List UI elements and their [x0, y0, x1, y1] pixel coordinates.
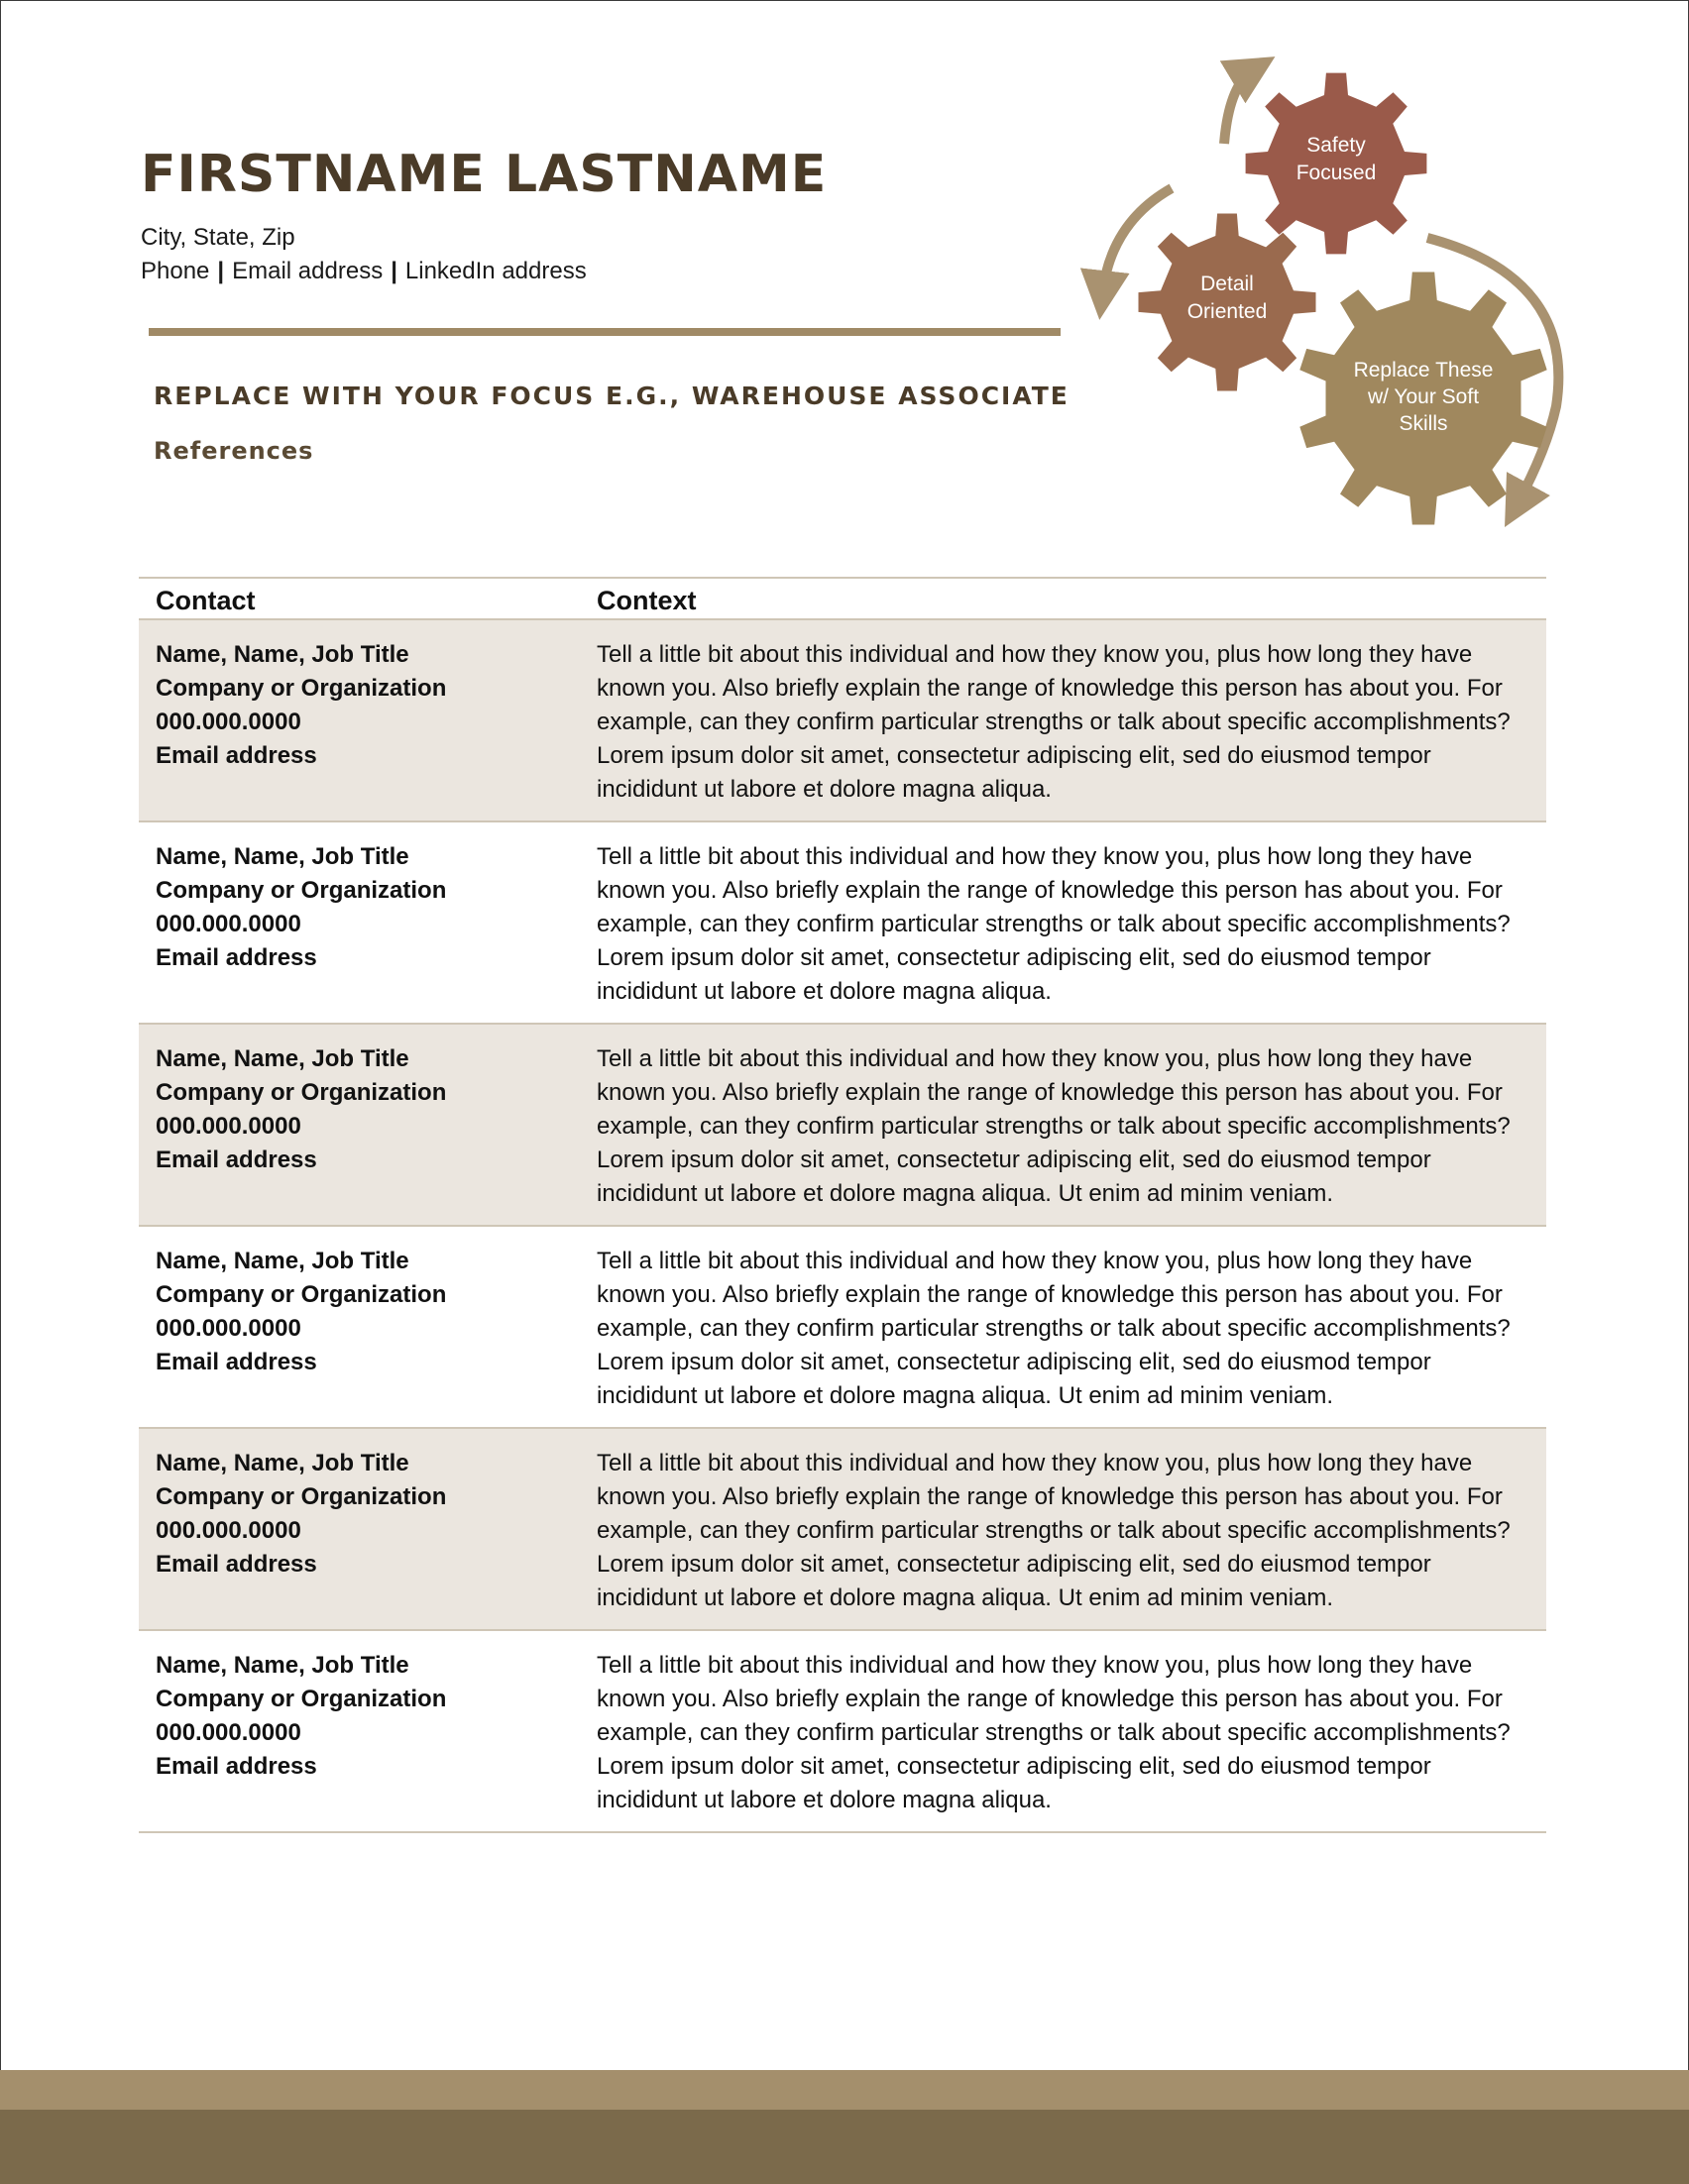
arrow-top-icon [1224, 69, 1254, 144]
email-label: Email address [232, 258, 384, 285]
reference-email: Email address [156, 944, 317, 971]
phone-label: Phone [141, 258, 210, 285]
reference-name: Name, Name, Job Title [156, 1045, 409, 1072]
contact-cell [139, 1245, 597, 1413]
table-row [139, 1227, 1546, 1429]
context-cell: Tell a little bit about this individual and how they know you, plus how long they have known you. Also briefly explain the range of knowledge this person has about you. For example, can they confirm particular strengths or talk about specific accomplishments? Lorem ipsum dolor sit amet, consectetur adipiscing elit, sed do eiusmod tempor incididunt ut labore et dolore magna aliqua. Ut enim ad minim veniam. [597, 1248, 1511, 1409]
reference-phone: 000.000.0000 [156, 911, 301, 937]
table-row [139, 822, 1546, 1025]
reference-name: Name, Name, Job Title [156, 1652, 409, 1679]
header-divider [149, 328, 1061, 336]
gear-top-label-line1: Safety [1306, 134, 1366, 157]
gear-bottom-label-line3: Skills [1399, 412, 1448, 435]
context-cell: Tell a little bit about this individual and how they know you, plus how long they have known you. Also briefly explain the range of knowledge this person has about you. For example, can they confirm particular strengths or talk about specific accomplishments? Lorem ipsum dolor sit amet, consectetur adipiscing elit, sed do eiusmod tempor incididunt ut labore et dolore magna aliqua. Ut enim ad minim veniam. [597, 1045, 1511, 1207]
column-header-context: Context [597, 586, 697, 615]
context-cell: Tell a little bit about this individual and how they know you, plus how long they have known you. Also briefly explain the range of knowledge this person has about you. For example, can they confirm particular strengths or talk about specific accomplishments? Lorem ipsum dolor sit amet, consectetur adipiscing elit, sed do eiusmod tempor incididunt ut labore et dolore magna aliqua. [597, 641, 1511, 803]
reference-email: Email address [156, 1147, 317, 1173]
table-row [139, 1631, 1546, 1833]
references-table [139, 577, 1546, 1833]
contact-cell [139, 1042, 597, 1211]
table-row [139, 620, 1546, 822]
resume-header [141, 147, 1063, 288]
gear-bottom-label-line1: Replace These [1353, 359, 1494, 382]
reference-company: Company or Organization [156, 877, 447, 904]
contact-cell [139, 1447, 597, 1615]
gear-bottom-label-line2: w/ Your Soft [1367, 385, 1480, 408]
context-cell: Tell a little bit about this individual and how they know you, plus how long they have known you. Also briefly explain the range of knowledge this person has about you. For example, can they confirm particular strengths or talk about specific accomplishments? Lorem ipsum dolor sit amet, consectetur adipiscing elit, sed do eiusmod tempor incididunt ut labore et dolore magna aliqua. Ut enim ad minim veniam. [597, 1450, 1511, 1611]
location-line: City, State, Zip [141, 224, 295, 252]
contact-cell [139, 1649, 597, 1817]
context-cell: Tell a little bit about this individual and how they know you, plus how long they have known you. Also briefly explain the range of knowledge this person has about you. For example, can they confirm particular strengths or talk about specific accomplishments? Lorem ipsum dolor sit amet, consectetur adipiscing elit, sed do eiusmod tempor incididunt ut labore et dolore magna aliqua. [597, 843, 1511, 1005]
separator: | [217, 258, 225, 285]
table-header-row [139, 579, 1546, 620]
focus-heading: REPLACE WITH YOUR FOCUS E.G., WAREHOUSE ASSOCIATE [154, 382, 1070, 410]
contact-line [141, 255, 1063, 288]
gear-middle-label-line2: Oriented [1186, 300, 1268, 323]
reference-company: Company or Organization [156, 1483, 447, 1510]
footer-band-light [0, 2070, 1689, 2110]
reference-name: Name, Name, Job Title [156, 843, 409, 870]
reference-email: Email address [156, 1349, 317, 1375]
separator: | [391, 258, 397, 285]
reference-phone: 000.000.0000 [156, 1517, 301, 1544]
gear-top-label-line2: Focused [1295, 162, 1377, 184]
applicant-name: FIRSTNAME LASTNAME [141, 145, 828, 204]
reference-name: Name, Name, Job Title [156, 1450, 409, 1476]
reference-name: Name, Name, Job Title [156, 641, 409, 668]
reference-phone: 000.000.0000 [156, 1315, 301, 1342]
linkedin-label: LinkedIn address [404, 258, 587, 285]
reference-company: Company or Organization [156, 675, 447, 702]
reference-name: Name, Name, Job Title [156, 1248, 409, 1274]
contact-cell [139, 840, 597, 1009]
reference-phone: 000.000.0000 [156, 1719, 301, 1746]
table-row [139, 1429, 1546, 1631]
reference-email: Email address [156, 1753, 317, 1780]
arrow-left-icon [1102, 188, 1172, 295]
reference-company: Company or Organization [156, 1281, 447, 1308]
reference-email: Email address [156, 1551, 317, 1578]
table-row [139, 1025, 1546, 1227]
section-title: References [154, 437, 314, 465]
gear-middle-label-line1: Detail [1200, 273, 1254, 295]
contact-info [141, 221, 1063, 288]
reference-phone: 000.000.0000 [156, 1113, 301, 1140]
reference-email: Email address [156, 742, 317, 769]
contact-cell [139, 638, 597, 807]
context-cell: Tell a little bit about this individual and how they know you, plus how long they have known you. Also briefly explain the range of knowledge this person has about you. For example, can they confirm particular strengths or talk about specific accomplishments? Lorem ipsum dolor sit amet, consectetur adipiscing elit, sed do eiusmod tempor incididunt ut labore et dolore magna aliqua. [597, 1652, 1511, 1813]
reference-company: Company or Organization [156, 1686, 447, 1712]
reference-phone: 000.000.0000 [156, 709, 301, 735]
soft-skills-gears-graphic [1080, 50, 1635, 545]
reference-company: Company or Organization [156, 1079, 447, 1106]
column-header-contact: Contact [156, 586, 256, 615]
footer-band-dark [0, 2110, 1689, 2184]
